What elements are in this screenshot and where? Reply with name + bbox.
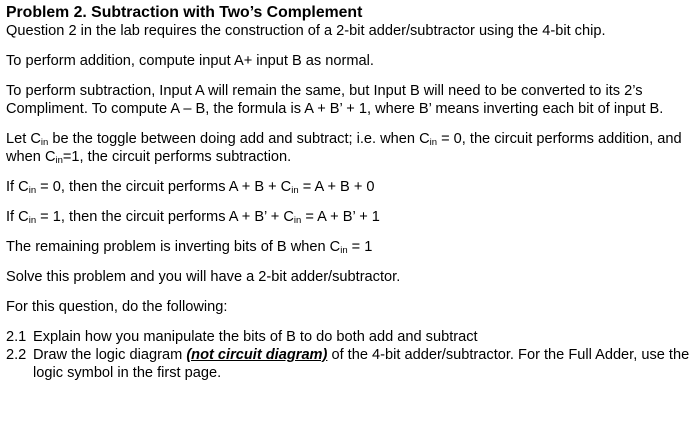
case0-text-2: = 0, then the circuit performs A + B + C (36, 179, 292, 195)
for-question-paragraph: For this question, do the following: (6, 299, 228, 315)
intro-paragraph: Question 2 in the lab requires the construction of a 2-bit adder/subtractor using the 4-bit chip. (6, 23, 606, 39)
cin-subscript: in (55, 155, 63, 166)
problem-title: Problem 2. Subtraction with Two’s Complement (6, 4, 363, 21)
solve-paragraph: Solve this problem and you will have a 2-bit adder/subtractor. (6, 269, 401, 285)
case0-text-3: = A + B + 0 (298, 179, 375, 195)
task-number: 2.2 (6, 347, 27, 363)
remaining-text-1: The remaining problem is inverting bits of B when C (6, 239, 341, 255)
task-number: 2.1 (6, 329, 27, 345)
task-text-post: of the 4-bit adder/subtractor. For the Full Adder, use the logic symbol in the first page. (33, 347, 690, 381)
remaining-problem-paragraph (6, 238, 694, 256)
remaining-text-2: = 1 (347, 239, 373, 255)
cin-subscript: in (340, 245, 348, 256)
cin-definition-paragraph (6, 130, 694, 166)
case0-text-1: If C (6, 179, 29, 195)
task-text: Explain how you manipulate the bits of B to do both add and subtract (33, 329, 478, 345)
case1-text-1: If C (6, 209, 29, 225)
cin-subscript: in (429, 137, 438, 148)
subtraction-paragraph: To perform subtraction, Input A will remain the same, but Input B will need to be converted to its 2’s Compliment. To compute A – B, the formula is A + B’ + 1, where B’ means inverting each bit of input B. (6, 83, 664, 117)
case1-text-2: = 1, then the circuit performs A + B’ + C (36, 209, 294, 225)
cin-subscript: in (40, 137, 49, 148)
task-list (6, 328, 694, 382)
addition-paragraph: To perform addition, compute input A+ input B as normal. (6, 53, 374, 69)
case-cin-one (6, 208, 694, 226)
cin-def-text-1: Let C (6, 131, 41, 147)
task-item (6, 328, 694, 346)
cin-def-text-4: =1, the circuit performs subtraction. (62, 149, 292, 165)
task-item (6, 346, 694, 382)
case1-text-3: = A + B’ + 1 (301, 209, 380, 225)
cin-subscript: in (293, 215, 302, 226)
task-text-pre: Draw the logic diagram (33, 347, 187, 363)
cin-subscript: in (28, 215, 37, 226)
cin-subscript: in (291, 185, 299, 196)
task-text (33, 346, 694, 382)
cin-subscript: in (28, 185, 37, 196)
cin-def-text-2: be the toggle between doing add and subtract; i.e. when C (48, 131, 430, 147)
cin-def-text-3: = 0, the circuit performs addition, and when C (6, 131, 682, 165)
case-cin-zero (6, 178, 694, 196)
emphasis-not-circuit-diagram: (not circuit diagram) (186, 347, 328, 363)
